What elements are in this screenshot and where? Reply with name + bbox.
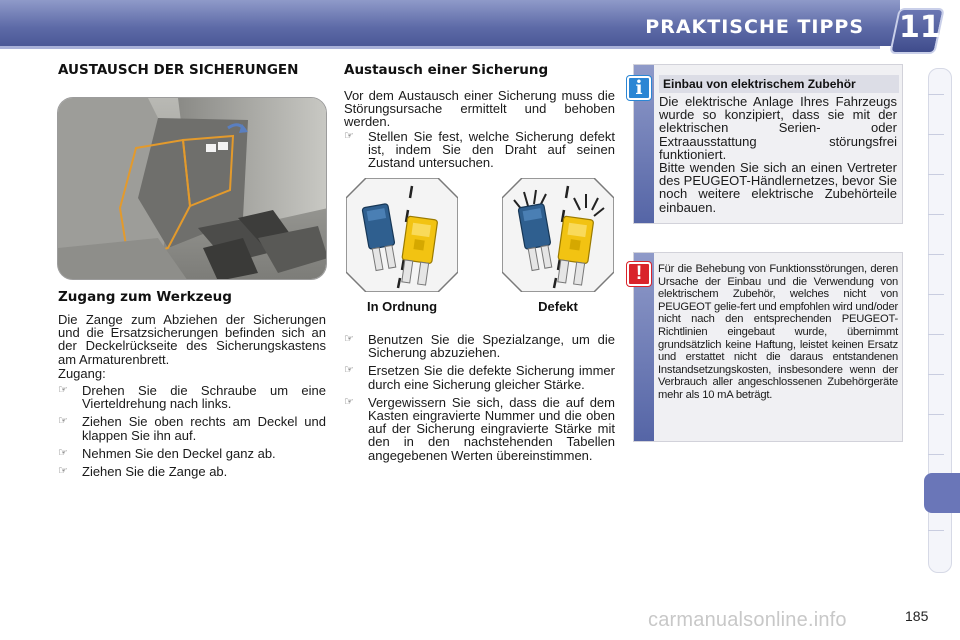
- list-item: ☞ Stellen Sie fest, welche Sicherung defekt ist, indem Sie den Draht auf seinen Zustand untersuchen.: [344, 129, 615, 171]
- chapter-tab-active[interactable]: [924, 473, 960, 513]
- pointing-hand-icon: ☞: [58, 465, 68, 478]
- fuse-defect-label: Defekt: [538, 299, 578, 314]
- pointing-hand-icon: ☞: [58, 384, 68, 396]
- list-item: ☞ Benutzen Sie die Spezialzange, um die Sicherung abzuziehen.: [344, 332, 615, 361]
- fuse-check-step: [344, 130, 615, 175]
- fuse-replacement-steps: [344, 333, 615, 467]
- tab-divider: [928, 134, 944, 135]
- tab-divider: [928, 174, 944, 175]
- list-item: ☞ Vergewissern Sie sich, dass die auf dem Kasten eingravierte Nummer und die oben auf der Sicherung eingravierte Stärke mit den in den nachstehenden Tabellen angegebenen Werten übereinstimmen.: [344, 394, 615, 463]
- pointing-hand-icon: ☞: [344, 395, 354, 408]
- fuse-defect-figure: [502, 178, 614, 292]
- tab-divider: [928, 294, 944, 295]
- pointing-hand-icon: ☞: [344, 130, 354, 142]
- tab-divider: [928, 94, 944, 95]
- tab-divider: [928, 334, 944, 335]
- tab-divider: [928, 414, 944, 415]
- tab-divider: [928, 214, 944, 215]
- fuse-replacement-title: Austausch einer Sicherung: [344, 62, 549, 78]
- page-number: 185: [905, 608, 929, 624]
- info-box-title: Einbau von elektrischem Zubehör: [659, 75, 899, 93]
- list-item: ☞ Ziehen Sie oben rechts am Deckel und klappen Sie ihn auf.: [58, 414, 326, 443]
- warning-icon: !: [627, 262, 651, 286]
- tab-divider: [928, 454, 944, 455]
- tab-divider: [928, 374, 944, 375]
- list-item: ☞ Ziehen Sie die Zange ab.: [58, 464, 228, 480]
- tab-divider: [928, 530, 944, 531]
- pointing-hand-icon: ☞: [58, 446, 68, 459]
- watermark: carmanualsonline.info: [648, 609, 847, 631]
- list-item: ☞ Ersetzen Sie die defekte Sicherung immer durch eine Sicherung gleicher Stärke.: [344, 363, 615, 392]
- list-item: ☞ Nehmen Sie den Deckel ganz ab.: [58, 445, 276, 461]
- chapter-title: PRAKTISCHE TIPPS: [645, 16, 864, 38]
- fuse-ok-label: In Ordnung: [366, 299, 438, 314]
- page-header: [0, 0, 960, 56]
- list-item: ☞ Drehen Sie die Schraube um eine Vierteldrehung nach links.: [58, 383, 326, 412]
- info-icon: i: [627, 76, 651, 100]
- access-steps: [58, 384, 326, 483]
- section-title: AUSTAUSCH DER SICHERUNGEN: [58, 62, 299, 78]
- pointing-hand-icon: ☞: [344, 333, 354, 345]
- pointing-hand-icon: ☞: [344, 364, 354, 377]
- access-intro: Die Zange zum Abziehen der Sicherungen und die Ersatzsicherungen befinden sich an der Deckelrückseite des Sicherungskastens am Armaturenbrett.: [58, 312, 326, 367]
- warning-text: Für die Behebung von Funktionsstörungen, deren Ursache der Einbau und die Verwendung von elektrischem Zubehör, welches nicht von PEUGEOT gelie-fert und empfohlen wird und/oder nicht nach den entsprechenden PEUGEOT-Richtlinien eingebaut wurde, übernimmt grundsätzlich keine Haftung, leistet keinen Ersatz und erstattet nicht die daraus entstandenen Instandsetzungskosten, insbesondere wenn der Verbrauch aller angeschlossenen Zubehörgeräte mehr als 10 mA beträgt.: [658, 263, 898, 401]
- fuse-box-photo: [57, 97, 327, 280]
- info-box-para-2: Bitte wenden Sie sich an einen Vertreter des PEUGEOT-Händlernetzes, bevor Sie noch weitere elektrische Zubehörteile einbauen.: [659, 160, 897, 215]
- subsection-title: Zugang zum Werkzeug: [58, 289, 232, 305]
- access-label: Zugang:: [58, 366, 106, 381]
- header-line: [0, 46, 880, 49]
- fuse-replacement-intro: Vor dem Austausch einer Sicherung muss die Störungsursache ermittelt und behoben werden.: [344, 88, 615, 130]
- fuse-ok-figure: [346, 178, 458, 292]
- dashboard-photo-illustration: [58, 98, 327, 280]
- tab-divider: [928, 254, 944, 255]
- info-box-para-1: Die elektrische Anlage Ihres Fahrzeugs wurde so konzipiert, dass sie mit der elektrischen Serien- oder Extraausstattung störungsfrei funktioniert.: [659, 94, 897, 162]
- pointing-hand-icon: ☞: [58, 415, 68, 428]
- chapter-number: 11: [899, 10, 941, 45]
